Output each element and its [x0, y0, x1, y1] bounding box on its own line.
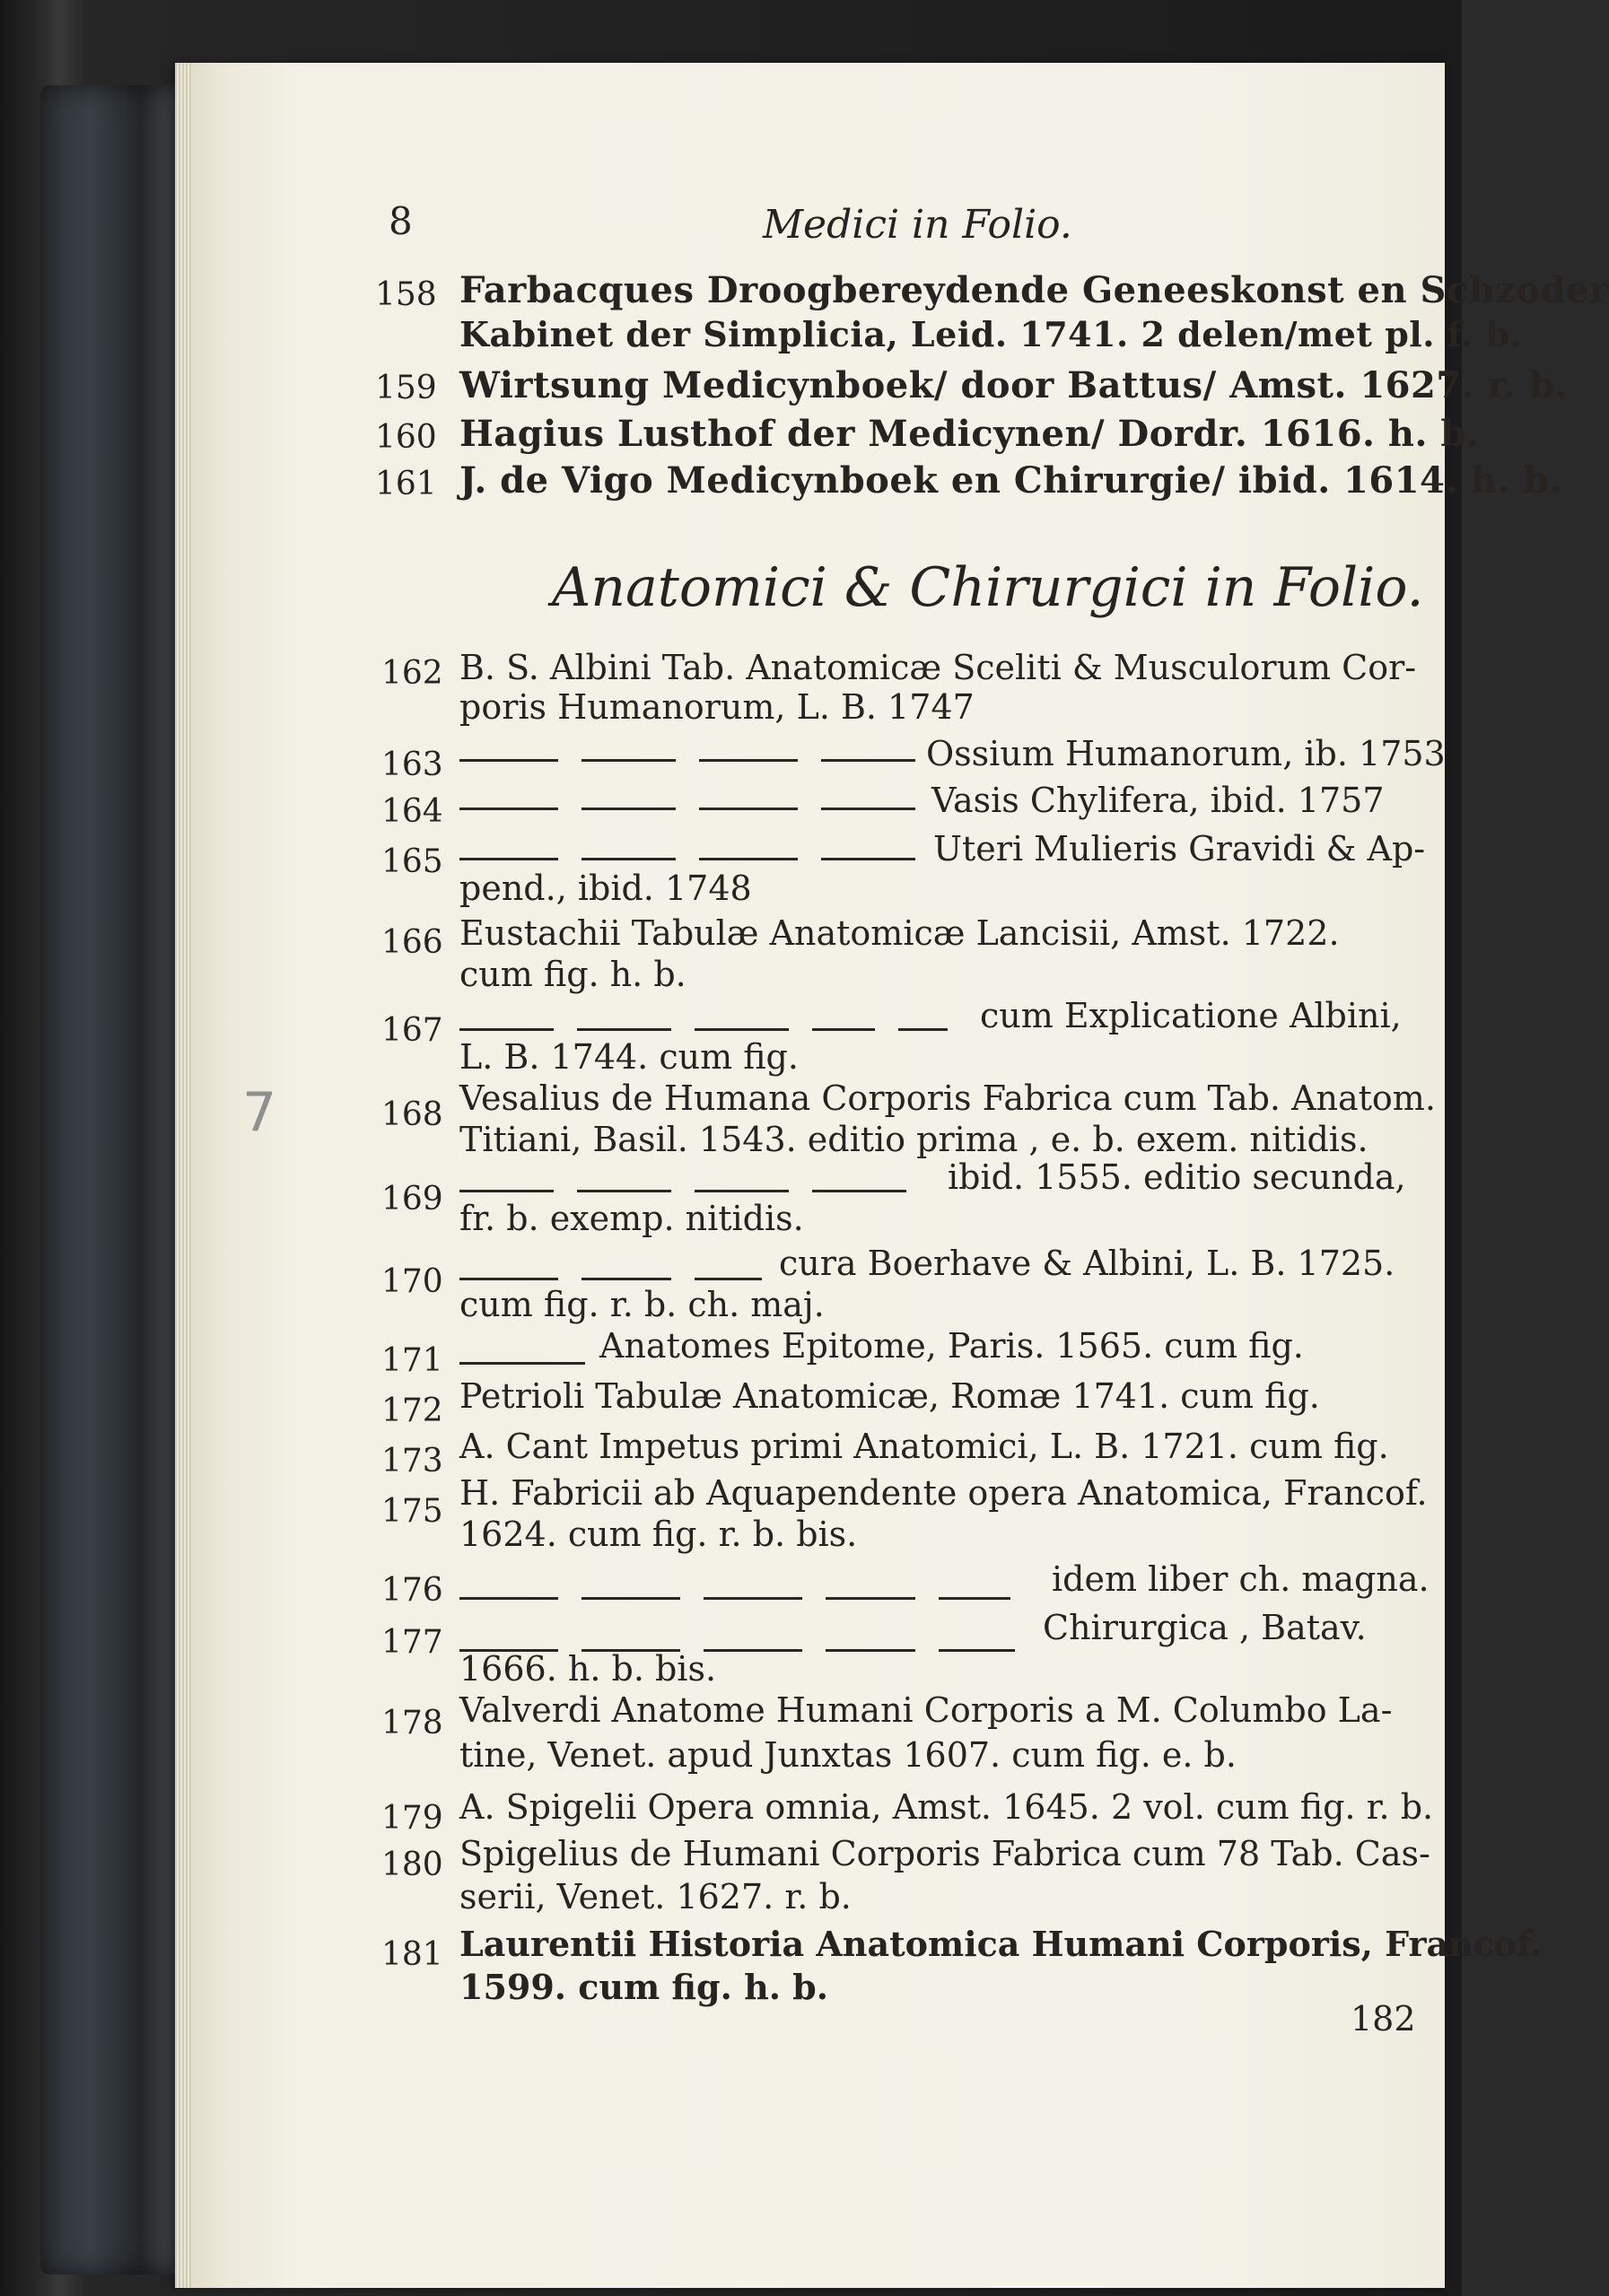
- entry-text: Anatomes Epitome, Paris. 1565. cum fig.: [599, 1326, 1304, 1366]
- ditto-dashes: [459, 738, 939, 777]
- entry-number: 164: [381, 793, 443, 830]
- entry-number: 181: [381, 1936, 443, 1973]
- entry-number: 161: [375, 466, 437, 502]
- entry-text: Hagius Lusthof der Medicynen/ Dordr. 1616. h. b.: [459, 413, 1480, 455]
- entry-number: 160: [375, 419, 437, 456]
- entry-number: 165: [381, 843, 443, 880]
- entry-number: 177: [381, 1624, 443, 1661]
- entry-text: poris Humanorum, L. B. 1747: [459, 687, 975, 727]
- entry-text: pend., ibid. 1748: [459, 869, 752, 908]
- entry-number: 178: [381, 1705, 443, 1742]
- entry-text: J. de Vigo Medicynboek en Chirurgie/ ibid. 1614. h. b.: [459, 459, 1562, 502]
- entry-text: H. Fabricii ab Aquapendente opera Anatomica, Francof.: [459, 1473, 1428, 1513]
- entry-text: 1624. cum fig. r. b. bis.: [459, 1515, 858, 1554]
- entry-text: L. B. 1744. cum fig.: [459, 1037, 799, 1077]
- entry-text: A. Spigelii Opera omnia, Amst. 1645. 2 vol. cum fig. r. b.: [459, 1787, 1434, 1827]
- entry-text: cum fig. h. b.: [459, 955, 686, 994]
- entry-number: 168: [381, 1096, 443, 1133]
- entry-text: serii, Venet. 1627. r. b.: [459, 1877, 852, 1916]
- entry-number: 169: [381, 1181, 443, 1218]
- entry-number: 158: [375, 276, 437, 313]
- entry-text: ibid. 1555. editio secunda,: [948, 1157, 1406, 1197]
- running-title: Medici in Folio.: [763, 202, 1072, 248]
- entry-text: Kabinet der Simplicia, Leid. 1741. 2 delen/met pl. f. b.: [459, 314, 1523, 354]
- entry-text: Titiani, Basil. 1543. editio prima , e. b. exem. nitidis.: [459, 1120, 1369, 1159]
- pencil-margin-note: 7: [242, 1081, 277, 1144]
- entry-text: Ossium Humanorum, ib. 1753: [926, 734, 1446, 773]
- entry-text: Valverdi Anatome Humani Corporis a M. Columbo La-: [459, 1690, 1393, 1730]
- ditto-dashes: [459, 1340, 608, 1380]
- entry-text: cum Explicatione Albini,: [980, 996, 1402, 1035]
- entry-number: 173: [381, 1443, 443, 1480]
- entry-number: 172: [381, 1392, 443, 1429]
- entry-number: 162: [381, 655, 443, 692]
- entry-text: Vesalius de Humana Corporis Fabrica cum Tab. Anatom.: [459, 1078, 1436, 1118]
- entry-text: Laurentii Historia Anatomica Humani Corporis, Francof.: [459, 1924, 1543, 1964]
- entry-text: Wirtsung Medicynboek/ door Battus/ Amst. 1627. r. b.: [459, 364, 1569, 406]
- entry-number: 170: [381, 1263, 443, 1300]
- ditto-dashes: [459, 1576, 1034, 1615]
- entry-text: idem liber ch. magna.: [1052, 1559, 1430, 1599]
- entry-text: cum fig. r. b. ch. maj.: [459, 1285, 825, 1324]
- entry-number: 163: [381, 746, 443, 783]
- entry-text: Chirurgica , Batav.: [1043, 1608, 1367, 1647]
- entry-text: tine, Venet. apud Junxtas 1607. cum fig. e. b.: [459, 1735, 1237, 1775]
- entry-number: 176: [381, 1572, 443, 1609]
- entry-text: Eustachii Tabulæ Anatomicæ Lancisii, Amst. 1722.: [459, 913, 1340, 953]
- entry-text: cura Boerhave & Albini, L. B. 1725.: [779, 1244, 1395, 1283]
- section-title: Anatomici & Chirurgici in Folio.: [552, 556, 1424, 619]
- entry-number: 179: [381, 1800, 443, 1837]
- entry-text: 1666. h. b. bis.: [459, 1649, 717, 1689]
- entry-text: Petrioli Tabulæ Anatomicæ, Romæ 1741. cum fig.: [459, 1376, 1320, 1416]
- entry-text: fr. b. exemp. nitidis.: [459, 1199, 804, 1238]
- entry-text: Farbacques Droogbereydende Geneeskonst en Schzoder: [459, 269, 1609, 311]
- page-number: 8: [389, 199, 413, 243]
- book-binding: [40, 85, 184, 2274]
- entry-number: 159: [375, 370, 437, 406]
- entry-text: B. S. Albini Tab. Anatomicæ Sceliti & Musculorum Cor-: [459, 648, 1417, 687]
- entry-number: 167: [381, 1012, 443, 1049]
- entry-text: 1599. cum fig. h. b.: [459, 1967, 828, 2007]
- entry-number: 180: [381, 1846, 443, 1883]
- entry-text: Vasis Chylifera, ibid. 1757: [931, 781, 1385, 820]
- entry-text: Spigelius de Humani Corporis Fabrica cum 78 Tab. Cas-: [459, 1834, 1430, 1873]
- catchword: 182: [1351, 1999, 1416, 2038]
- entry-number: 166: [381, 924, 443, 961]
- entry-text: A. Cant Impetus primi Anatomici, L. B. 1721. cum fig.: [459, 1427, 1389, 1466]
- entry-number: 175: [381, 1493, 443, 1530]
- entry-text: Uteri Mulieris Gravidi & Ap-: [933, 829, 1426, 869]
- ditto-dashes: [459, 786, 939, 825]
- page-gutter: [175, 63, 191, 2288]
- entry-number: 171: [381, 1342, 443, 1379]
